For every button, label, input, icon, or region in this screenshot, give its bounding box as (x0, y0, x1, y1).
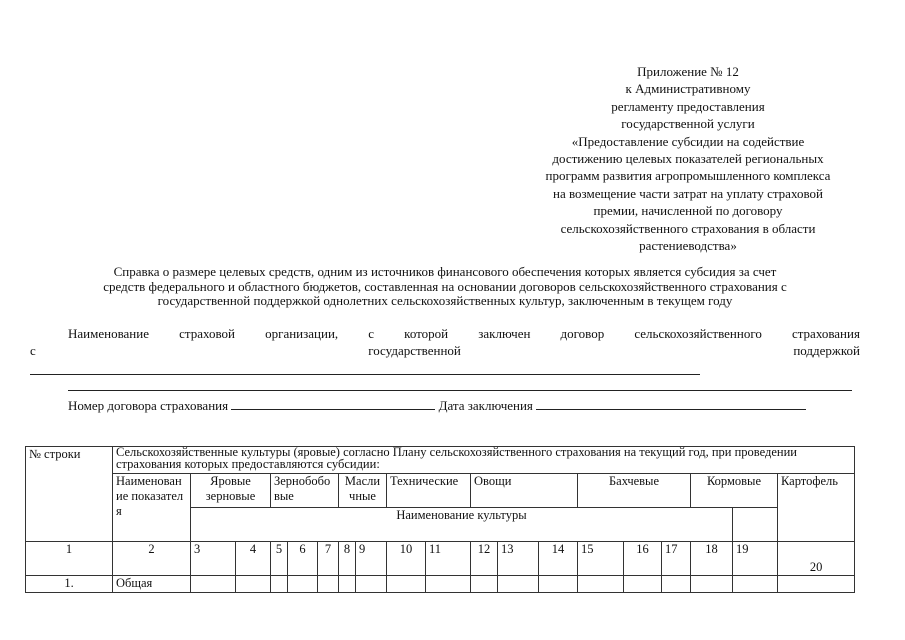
data-cell[interactable] (271, 576, 288, 593)
column-number: 13 (498, 542, 539, 576)
subsidy-table (25, 446, 855, 593)
reference-title-line: средств федерального и областного бюджетов, составленная на основании договоров сельскохозяйственного страхования с (103, 278, 787, 294)
data-cell[interactable] (498, 576, 539, 593)
appendix-line: регламенту предоставления (611, 98, 765, 114)
contract-number-label: Номер договора страхования (68, 398, 229, 413)
column-number: 9 (356, 542, 387, 576)
org-word: с (368, 326, 375, 341)
data-cell[interactable] (288, 576, 318, 593)
data-cell[interactable] (691, 576, 733, 593)
column-number: 18 (691, 542, 733, 576)
column-number: 7 (318, 542, 339, 576)
indicator-name: Общая (113, 576, 191, 593)
reference-title (30, 265, 860, 309)
data-cell[interactable] (471, 576, 498, 593)
crop-group-spring-grain: Яровые зерновые (191, 474, 271, 508)
org-word: страховой (179, 326, 236, 341)
crop-group-potato: Картофель (778, 474, 855, 542)
appendix-line: достижению целевых показателей региональных (552, 151, 824, 167)
contract-date-field[interactable] (536, 396, 806, 410)
org-word: Наименование (68, 326, 149, 341)
appendix-line: государственной услуги (621, 116, 755, 132)
crop-group-oilseeds: Масличные (339, 474, 387, 508)
appendix-line: премии, начисленной по договору (593, 203, 783, 219)
contract-details (68, 396, 806, 414)
appendix-line: к Административному (625, 81, 751, 97)
crop-group-melons: Бахчевые (578, 474, 691, 508)
column-number: 11 (426, 542, 471, 576)
column-number: 5 (271, 542, 288, 576)
org-name-blank-line-1[interactable] (30, 374, 700, 375)
crop-group-fodder: Кормовые (691, 474, 778, 508)
column-number: 16 (624, 542, 662, 576)
data-cell[interactable] (318, 576, 339, 593)
column-number: 2 (113, 542, 191, 576)
column-number: 8 (339, 542, 356, 576)
column-number: 10 (387, 542, 426, 576)
data-cell[interactable] (191, 576, 236, 593)
appendix-header (508, 63, 868, 254)
column-number: 3 (191, 542, 236, 576)
org-word: страхования (791, 326, 860, 341)
org-statement-line2 (30, 343, 860, 359)
crop-group-industrial: Технические (387, 474, 471, 508)
org-word: которой (404, 326, 449, 341)
row-number-header: № строки (26, 447, 113, 542)
data-cell[interactable] (387, 576, 426, 593)
data-cell[interactable] (426, 576, 471, 593)
column-number: 15 (578, 542, 624, 576)
data-cell[interactable] (236, 576, 271, 593)
appendix-line: программ развития агропромышленного комплекса (545, 168, 831, 184)
appendix-line: «Предоставление субсидии на содействие (571, 133, 805, 149)
data-cell[interactable] (578, 576, 624, 593)
row-number: 1. (26, 576, 113, 593)
org-word: поддержкой (793, 343, 860, 358)
org-name-blank-line-2[interactable] (68, 390, 852, 391)
org-word: с (30, 343, 36, 358)
appendix-line: на возмещение части затрат на уплату страховой (553, 185, 823, 201)
column-number: 19 (733, 542, 778, 576)
data-cell[interactable] (356, 576, 387, 593)
column-number: 14 (539, 542, 578, 576)
data-cell[interactable] (778, 576, 855, 593)
org-word: сельскохозяйственного (634, 326, 762, 341)
contract-date-label: Дата заключения (438, 398, 533, 413)
org-statement-line1 (30, 326, 860, 342)
column-number: 17 (662, 542, 691, 576)
data-cell[interactable] (733, 576, 778, 593)
appendix-line: сельскохозяйственного страхования в области (560, 220, 816, 236)
org-word: заключен (478, 326, 531, 341)
column-number: 4 (236, 542, 271, 576)
org-word: договор (560, 326, 605, 341)
data-cell[interactable] (662, 576, 691, 593)
data-cell[interactable] (339, 576, 356, 593)
reference-title-line: Справка о размере целевых средств, одним из источников финансового обеспечения которых является субсидия за счет (113, 264, 777, 279)
column-number: 20 (778, 542, 855, 576)
indicator-name-header: Наименование показателя (113, 474, 191, 542)
data-cell[interactable] (539, 576, 578, 593)
data-cell[interactable] (624, 576, 662, 593)
org-word: государственной (368, 343, 461, 358)
org-word: организации, (265, 326, 339, 341)
appendix-line: растениеводства» (639, 238, 737, 254)
crop-name-header: Наименование культуры (191, 508, 733, 542)
crop-group-legumes: Зернобобовые (271, 474, 339, 508)
column-number: 1 (26, 542, 113, 576)
reference-title-line: государственной поддержкой однолетних сельскохозяйственных культур, заключенным в текущем году (157, 293, 733, 308)
contract-number-field[interactable] (231, 396, 435, 410)
crops-main-header: Сельскохозяйственные культуры (яровые) согласно Плану сельскохозяйственного страхования на текущий год, при проведении страхования которых предоставляются субсидии: (113, 447, 855, 474)
column-number: 12 (471, 542, 498, 576)
column-number: 6 (288, 542, 318, 576)
crop-group-vegetables: Овощи (471, 474, 578, 508)
appendix-line: Приложение № 12 (637, 64, 739, 79)
